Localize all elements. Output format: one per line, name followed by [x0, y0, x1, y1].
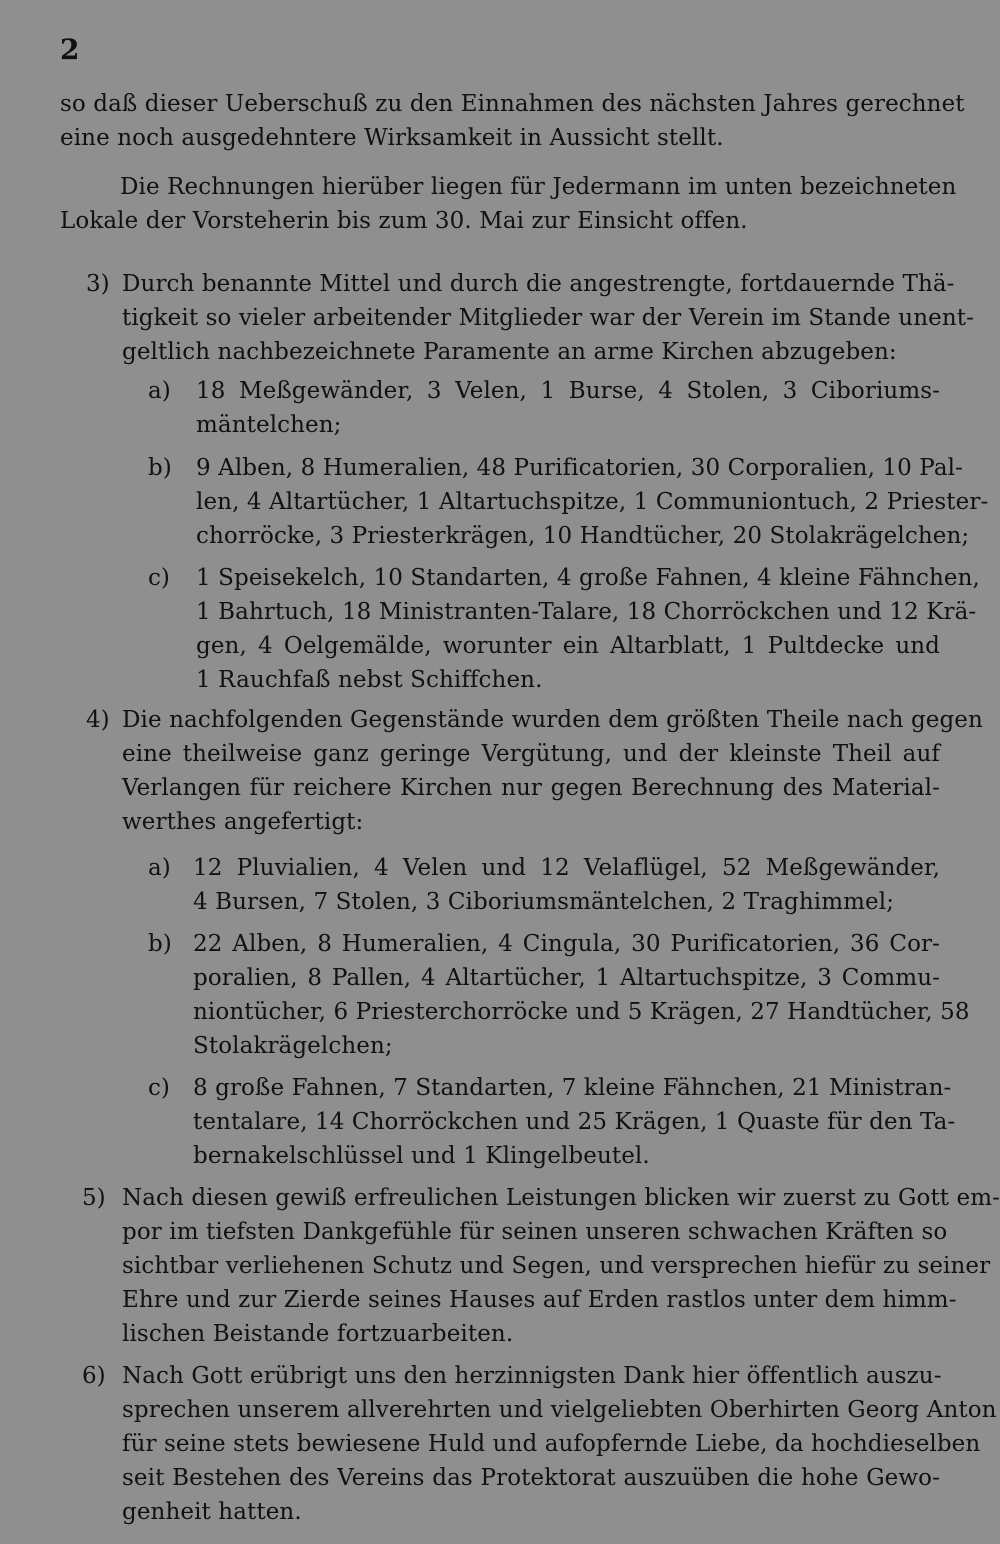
section-3-line-2: tigkeit so vieler arbeitender Mitglieder war der Verein im Stande unent- — [122, 305, 974, 331]
section-3b-line-3: chorröcke, 3 Priesterkrägen, 10 Handtücher, 20 Stolakrägelchen; — [196, 523, 970, 549]
section-4c-label: c) — [148, 1075, 170, 1101]
section-6-line-3: für seine stets bewiesene Huld und aufopfernde Liebe, da hochdieselben — [122, 1431, 981, 1457]
section-3c-line-1: 1 Speisekelch, 10 Standarten, 4 große Fahnen, 4 kleine Fähnchen, — [196, 565, 980, 591]
section-5-line-3: sichtbar verliehenen Schutz und Segen, und versprechen hiefür zu seiner — [122, 1253, 991, 1279]
section-3b-line-1: 9 Alben, 8 Humeralien, 48 Purificatorien, 30 Corporalien, 10 Pal- — [196, 455, 963, 481]
section-3a-line-1: 18 Meßgewänder, 3 Velen, 1 Burse, 4 Stolen, 3 Ciboriums- — [196, 378, 940, 404]
section-6-line-2: sprechen unserem allverehrten und vielgeliebten Oberhirten Georg Anton — [122, 1397, 997, 1423]
accounts-line-1: Die Rechnungen hierüber liegen für Jedermann im unten bezeichneten — [120, 174, 957, 200]
section-4-line-4: werthes angefertigt: — [122, 809, 364, 835]
section-6-line-1: Nach Gott erübrigt uns den herzinnigsten Dank hier öffentlich auszu- — [122, 1363, 942, 1389]
section-4c-line-3: bernakelschlüssel und 1 Klingelbeutel. — [193, 1143, 650, 1169]
section-5-line-5: lischen Beistande fortzuarbeiten. — [122, 1321, 514, 1347]
section-3c-line-4: 1 Rauchfaß nebst Schiffchen. — [196, 667, 543, 693]
section-4b-line-4: Stolakrägelchen; — [193, 1033, 393, 1059]
section-3c-line-2: 1 Bahrtuch, 18 Ministranten-Talare, 18 Chorröckchen und 12 Krä- — [196, 599, 977, 625]
accounts-line-2: Lokale der Vorsteherin bis zum 30. Mai zur Einsicht offen. — [60, 208, 748, 234]
section-4-line-1: Die nachfolgenden Gegenstände wurden dem größten Theile nach gegen — [122, 707, 983, 733]
section-5-line-1: Nach diesen gewiß erfreulichen Leistungen blicken wir zuerst zu Gott em- — [122, 1185, 1000, 1211]
page-number: 2 — [60, 33, 80, 66]
section-4-line-2: eine theilweise ganz geringe Vergütung, und der kleinste Theil auf — [122, 741, 940, 767]
section-5-label: 5) — [82, 1185, 106, 1211]
section-3b-line-2: len, 4 Altartücher, 1 Altartuchspitze, 1 Communiontuch, 2 Priester- — [196, 489, 989, 515]
section-4b-line-3: niontücher, 6 Priesterchorröcke und 5 Krägen, 27 Handtücher, 58 — [193, 999, 970, 1025]
section-6-line-4: seit Bestehen des Vereins das Protektorat auszuüben die hohe Gewo- — [122, 1465, 940, 1491]
section-3-line-3: geltlich nachbezeichnete Paramente an arme Kirchen abzugeben: — [122, 339, 897, 365]
section-3a-line-2: mäntelchen; — [196, 412, 342, 438]
section-6-line-5: genheit hatten. — [122, 1499, 302, 1525]
section-3a-label: a) — [148, 378, 171, 404]
section-6-label: 6) — [82, 1363, 106, 1389]
section-3c-line-3: gen, 4 Oelgemälde, worunter ein Altarblatt, 1 Pultdecke und — [196, 633, 940, 659]
section-4c-line-1: 8 große Fahnen, 7 Standarten, 7 kleine Fähnchen, 21 Ministran- — [193, 1075, 952, 1101]
section-4-line-3: Verlangen für reichere Kirchen nur gegen Berechnung des Material- — [122, 775, 940, 801]
section-3-label: 3) — [86, 271, 110, 297]
section-4b-label: b) — [148, 931, 172, 957]
section-3-line-1: Durch benannte Mittel und durch die angestrengte, fortdauernde Thä- — [122, 271, 955, 297]
section-3c-label: c) — [148, 565, 170, 591]
section-4a-label: a) — [148, 855, 171, 881]
section-4b-line-1: 22 Alben, 8 Humeralien, 4 Cingula, 30 Purificatorien, 36 Cor- — [193, 931, 940, 957]
section-3b-label: b) — [148, 455, 172, 481]
section-4b-line-2: poralien, 8 Pallen, 4 Altartücher, 1 Altartuchspitze, 3 Commu- — [193, 965, 940, 991]
section-5-line-2: por im tiefsten Dankgefühle für seinen unseren schwachen Kräften so — [122, 1219, 948, 1245]
intro-line-1: so daß dieser Ueberschuß zu den Einnahmen des nächsten Jahres gerechnet — [60, 91, 965, 117]
section-4-label: 4) — [86, 707, 110, 733]
section-4a-line-1: 12 Pluvialien, 4 Velen und 12 Velaflügel, 52 Meßgewänder, — [193, 855, 940, 881]
intro-line-2: eine noch ausgedehntere Wirksamkeit in Aussicht stellt. — [60, 125, 724, 151]
section-5-line-4: Ehre und zur Zierde seines Hauses auf Erden rastlos unter dem himm- — [122, 1287, 957, 1313]
section-4a-line-2: 4 Bursen, 7 Stolen, 3 Ciboriumsmäntelchen, 2 Traghimmel; — [193, 889, 895, 915]
section-4c-line-2: tentalare, 14 Chorröckchen und 25 Krägen, 1 Quaste für den Ta- — [193, 1109, 956, 1135]
